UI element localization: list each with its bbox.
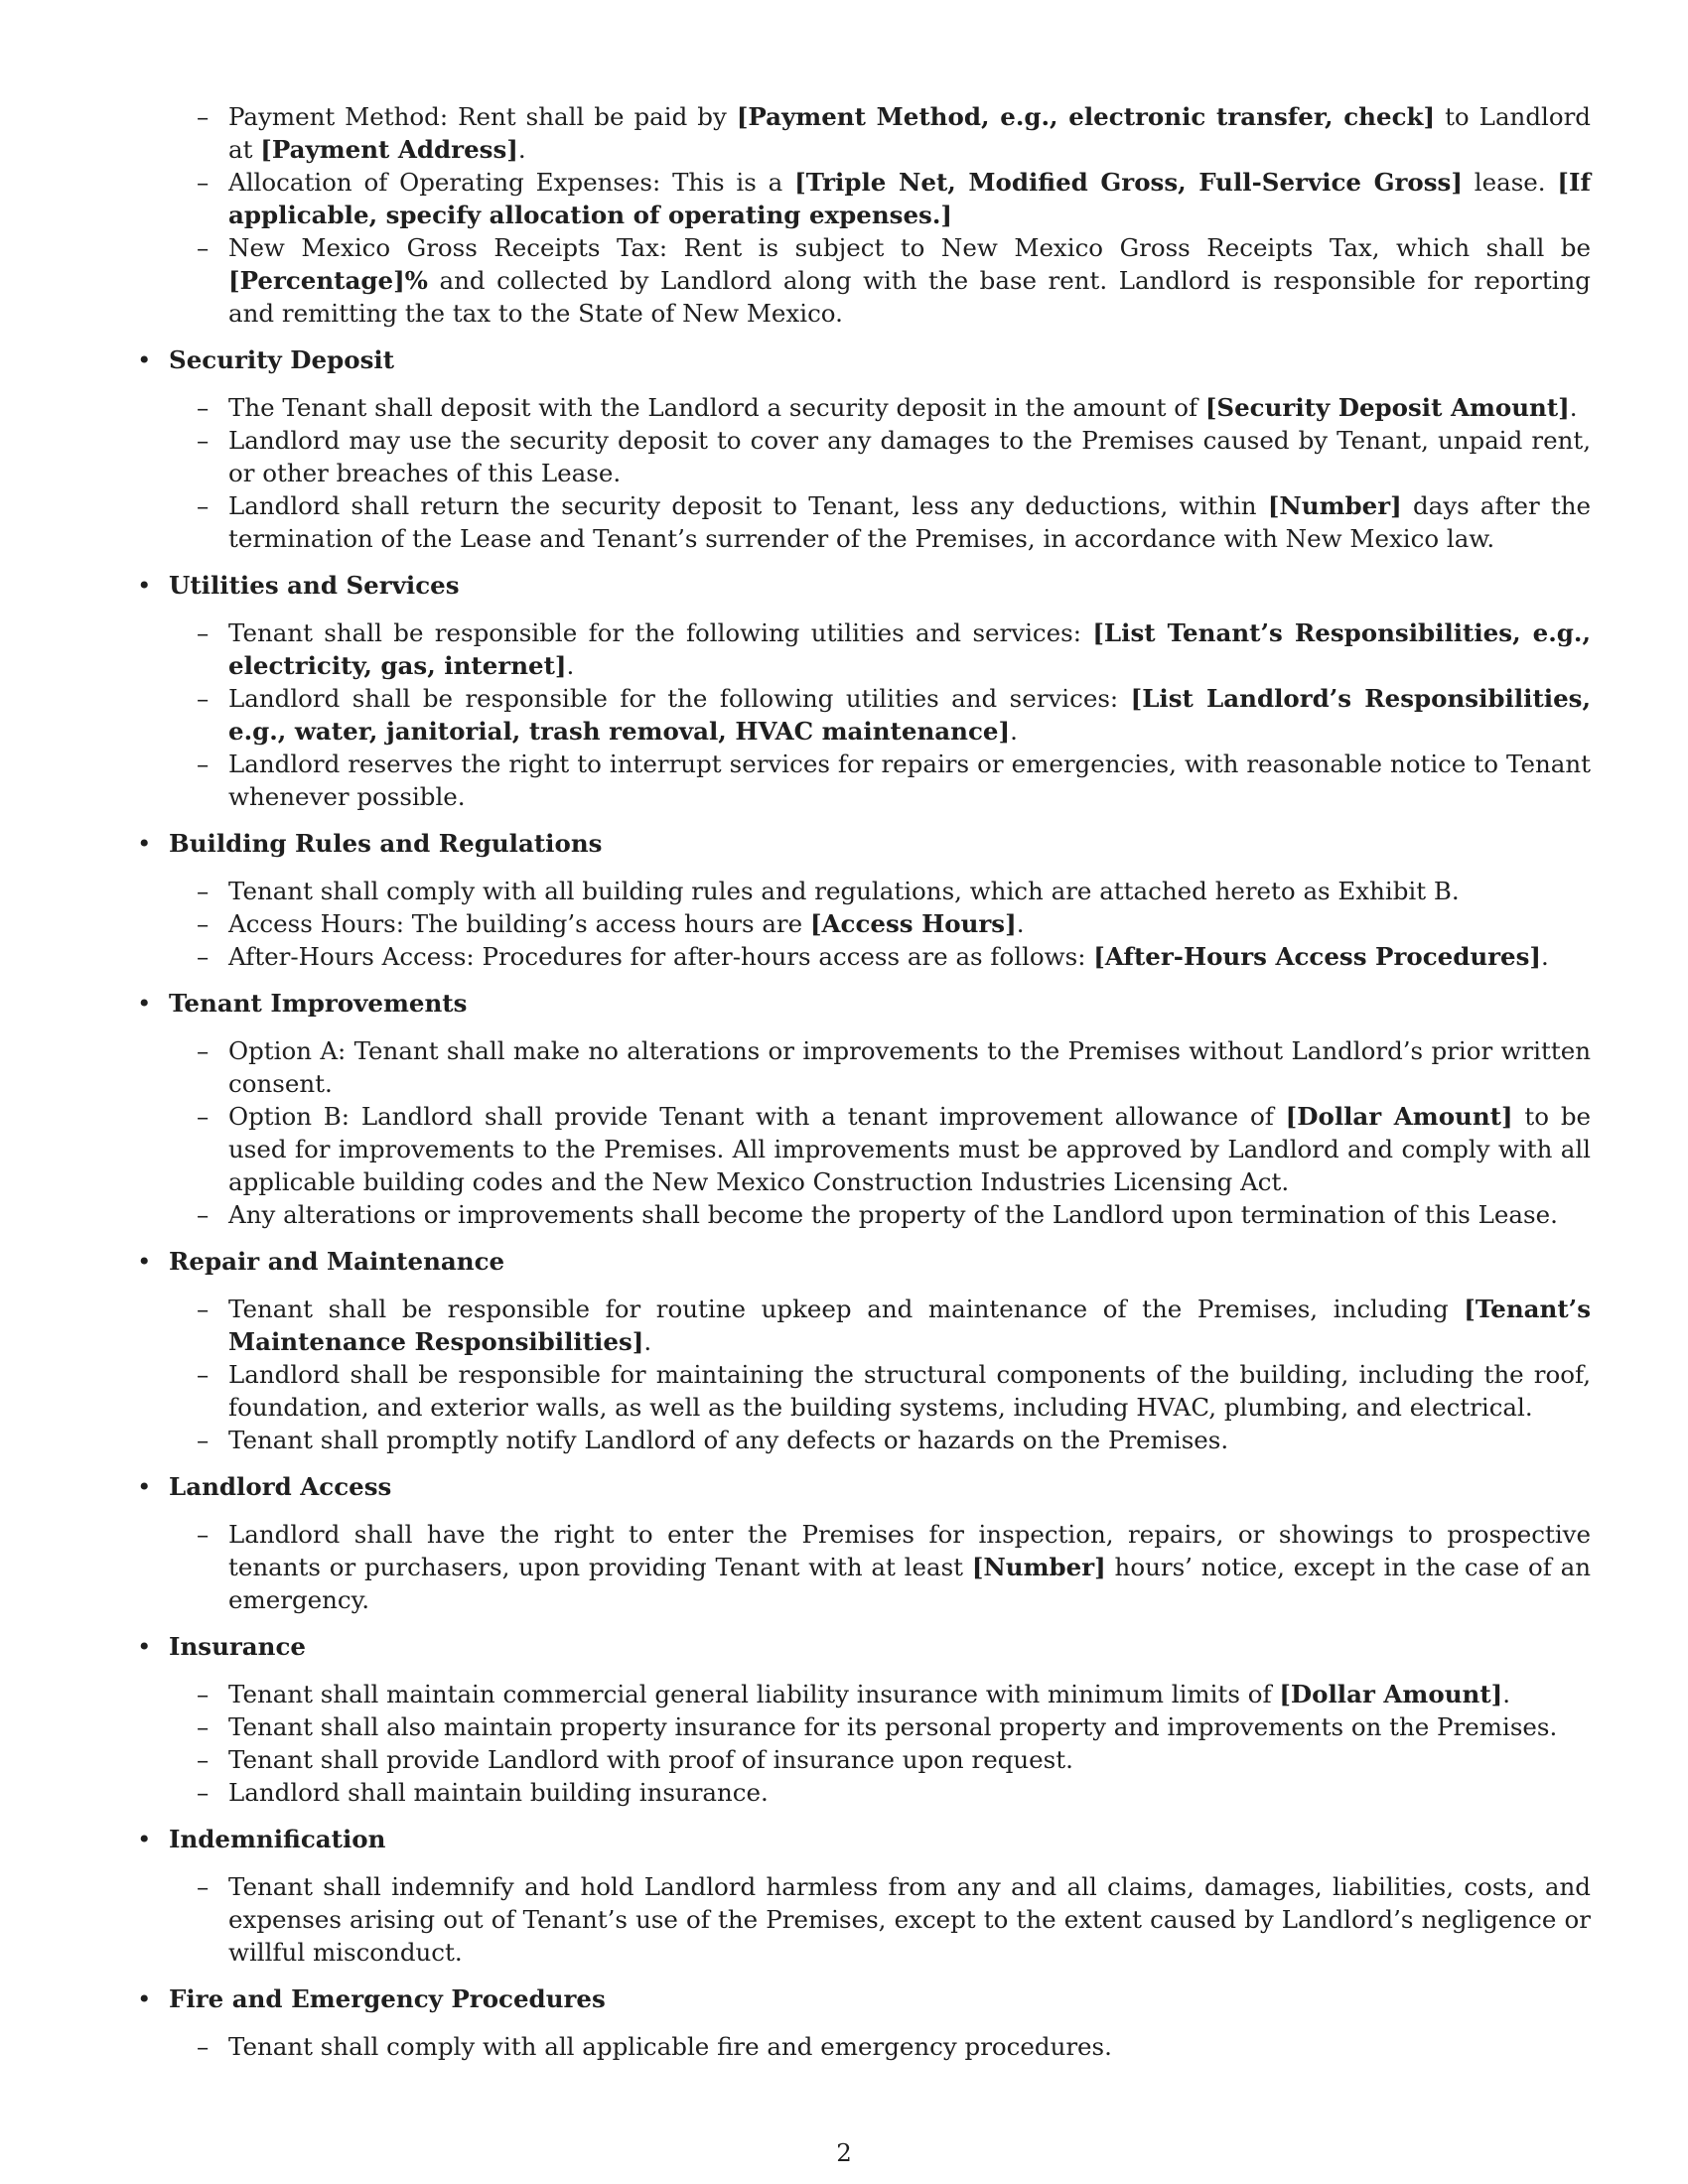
placeholder-field: [Dollar Amount] <box>1285 1102 1513 1131</box>
section-heading <box>135 569 1591 602</box>
section-heading <box>135 1630 1591 1663</box>
bullet-marker: • <box>137 1472 152 1501</box>
list-item: – Landlord may use the security deposit to cover any damages to the Premises caused by Tenant, unpaid rent, or other breaches of this Lease. <box>197 426 1591 487</box>
section-list <box>135 1678 1591 1809</box>
section-heading-label: Utilities and Services <box>169 571 460 600</box>
dash-marker: – <box>197 491 210 520</box>
section-list <box>135 875 1591 973</box>
section-list <box>135 1293 1591 1456</box>
placeholder-field: [List Tenant’s Responsibilities, e.g., electricity, gas, internet] <box>228 618 1591 680</box>
dash-marker: – <box>197 1520 210 1549</box>
dash-marker: – <box>197 877 210 905</box>
list-item: – Tenant shall comply with all building rules and regulations, which are attached hereto as Exhibit B. <box>197 877 1460 905</box>
section-landlord-access <box>135 1470 1591 1616</box>
section-indemnification <box>135 1823 1591 1969</box>
list-item: – Allocation of Operating Expenses: This is a [Triple Net, Modified Gross, Full-Service Gross] lease. [If applicable, specify allocation of operating expenses.] <box>197 168 1591 229</box>
section-heading <box>135 343 1591 376</box>
section-list <box>135 616 1591 813</box>
list-item: – Landlord shall be responsible for maintaining the structural components of the building, including the roof, foundation, and exterior walls, as well as the building systems, including HVAC, plumbing, and electrical. <box>197 1360 1591 1422</box>
dash-marker: – <box>197 1745 210 1774</box>
placeholder-field: [Payment Address] <box>260 135 518 164</box>
placeholder-field: [Number] <box>971 1553 1106 1581</box>
list-item: – Tenant shall be responsible for the following utilities and services: [List Tenant’s Responsibilities, e.g., electricity, gas, internet]. <box>197 618 1591 680</box>
section-repair-and-maintenance <box>135 1245 1591 1456</box>
bullet-marker: • <box>137 829 152 858</box>
section-heading-label: Building Rules and Regulations <box>169 829 603 858</box>
bullet-marker: • <box>137 1984 152 2013</box>
bullet-marker: • <box>137 571 152 600</box>
section-heading <box>135 1823 1591 1855</box>
list-item: – Tenant shall indemnify and hold Landlord harmless from any and all claims, damages, liabilities, costs, and expenses arising out of Tenant’s use of the Premises, except to the extent caused by Landlord’s negligence or willful misconduct. <box>197 1872 1591 1967</box>
dash-marker: – <box>197 1036 210 1065</box>
dash-marker: – <box>197 1426 210 1454</box>
dash-marker: – <box>197 1778 210 1807</box>
list-item: – The Tenant shall deposit with the Landlord a security deposit in the amount of [Security Deposit Amount]. <box>197 393 1578 422</box>
section-heading <box>135 1470 1591 1503</box>
dash-marker: – <box>197 750 210 778</box>
placeholder-field: [Dollar Amount] <box>1279 1680 1503 1708</box>
bullet-marker: • <box>137 989 152 1018</box>
document-body <box>135 100 1591 2077</box>
section-heading <box>135 1982 1591 2015</box>
list-item: – Payment Method: Rent shall be paid by [Payment Method, e.g., electronic transfer, check] to Landlord at [Payment Address]. <box>197 102 1591 164</box>
list-item: – Access Hours: The building’s access hours are [Access Hours]. <box>197 909 1025 938</box>
section-tenant-improvements <box>135 987 1591 1231</box>
section-building-rules-and-regulations <box>135 827 1591 973</box>
list-item: – Tenant shall maintain commercial general liability insurance with minimum limits of [Dollar Amount]. <box>197 1680 1511 1708</box>
list-item: – Tenant shall be responsible for routine upkeep and maintenance of the Premises, including [Tenant’s Maintenance Responsibilities]. <box>197 1295 1591 1356</box>
section-list <box>135 1870 1591 1969</box>
section-security-deposit <box>135 343 1591 555</box>
dash-marker: – <box>197 684 210 713</box>
placeholder-field: [Payment Method, e.g., electronic transfer, check] <box>736 102 1436 131</box>
section-heading-label: Security Deposit <box>169 345 395 374</box>
dash-marker: – <box>197 393 210 422</box>
placeholder-field: [Tenant’s Maintenance Responsibilities] <box>228 1295 1591 1356</box>
section-list <box>135 1518 1591 1616</box>
section-heading <box>135 827 1591 860</box>
placeholder-field: [If applicable, specify allocation of operating expenses.] <box>228 168 1591 229</box>
section-heading-label: Landlord Access <box>169 1472 392 1501</box>
section-list <box>135 2030 1591 2063</box>
intro-list <box>135 100 1591 330</box>
dash-marker: – <box>197 233 210 262</box>
list-item: – Tenant shall promptly notify Landlord of any defects or hazards on the Premises. <box>197 1426 1229 1454</box>
section-heading-label: Indemnification <box>169 1825 386 1853</box>
section-heading <box>135 1245 1591 1278</box>
list-item: – Landlord reserves the right to interrupt services for repairs or emergencies, with reasonable notice to Tenant whenever possible. <box>197 750 1591 811</box>
dash-marker: – <box>197 1102 210 1131</box>
section-utilities-and-services <box>135 569 1591 813</box>
placeholder-field: [Triple Net, Modified Gross, Full-Service Gross] <box>794 168 1463 197</box>
section-heading-label: Fire and Emergency Procedures <box>169 1984 606 2013</box>
dash-marker: – <box>197 1200 210 1229</box>
dash-marker: – <box>197 618 210 647</box>
dash-marker: – <box>197 1295 210 1323</box>
list-item: – Tenant shall also maintain property insurance for its personal property and improvements on the Premises. <box>197 1712 1558 1741</box>
list-item: – Tenant shall comply with all applicable fire and emergency procedures. <box>197 2032 1112 2061</box>
list-item: – Option B: Landlord shall provide Tenant with a tenant improvement allowance of [Dollar Amount] to be used for improvements to the Premises. All improvements must be approved by Landlord and comply with all applicable building codes and the New Mexico Construction Industries Licensing Act. <box>197 1102 1591 1196</box>
list-item: – Option A: Tenant shall make no alterations or improvements to the Premises without Landlord’s prior written consent. <box>197 1036 1591 1098</box>
dash-marker: – <box>197 102 210 131</box>
page-number: 2 <box>836 2138 852 2167</box>
placeholder-field: [Security Deposit Amount] <box>1204 393 1570 422</box>
section-heading-label: Tenant Improvements <box>169 989 468 1018</box>
dash-marker: – <box>197 1360 210 1389</box>
dash-marker: – <box>197 168 210 197</box>
placeholder-field: [Access Hours] <box>809 909 1017 938</box>
list-item: – Landlord shall return the security deposit to Tenant, less any deductions, within [Number] days after the termination of the Lease and Tenant’s surrender of the Premises, in accordance with New Mexico law. <box>197 491 1591 553</box>
list-item: – New Mexico Gross Receipts Tax: Rent is subject to New Mexico Gross Receipts Tax, which shall be [Percentage]% and collected by Landlord along with the base rent. Landlord is responsible for reporting and remitting the tax to the State of New Mexico. <box>197 233 1591 328</box>
list-item: – Landlord shall be responsible for the following utilities and services: [List Landlord’s Responsibilities, e.g., water, janitorial, trash removal, HVAC maintenance]. <box>197 684 1591 746</box>
section-insurance <box>135 1630 1591 1809</box>
section-heading-label: Repair and Maintenance <box>169 1247 505 1276</box>
placeholder-field: [Percentage]% <box>228 266 428 295</box>
dash-marker: – <box>197 1680 210 1708</box>
placeholder-field: [List Landlord’s Responsibilities, e.g., water, janitorial, trash removal, HVAC maintenance] <box>228 684 1591 746</box>
section-fire-and-emergency-procedures <box>135 1982 1591 2063</box>
dash-marker: – <box>197 942 210 971</box>
rent-continuation <box>135 100 1591 330</box>
dash-marker: – <box>197 909 210 938</box>
bullet-marker: • <box>137 1632 152 1661</box>
bullet-marker: • <box>137 345 152 374</box>
list-item: – After-Hours Access: Procedures for after-hours access are as follows: [After-Hours Access Procedures]. <box>197 942 1549 971</box>
list-item: – Landlord shall have the right to enter the Premises for inspection, repairs, or showings to prospective tenants or purchasers, upon providing Tenant with at least [Number] hours’ notice, except in the case of an emergency. <box>197 1520 1591 1614</box>
placeholder-field: [Number] <box>1267 491 1402 520</box>
dash-marker: – <box>197 2032 210 2061</box>
list-item: – Landlord shall maintain building insurance. <box>197 1778 769 1807</box>
placeholder-field: [After-Hours Access Procedures] <box>1093 942 1542 971</box>
sections-container <box>135 343 1591 2063</box>
section-heading <box>135 987 1591 1020</box>
bullet-marker: • <box>137 1825 152 1853</box>
section-list <box>135 391 1591 555</box>
dash-marker: – <box>197 426 210 455</box>
list-item: – Tenant shall provide Landlord with proof of insurance upon request. <box>197 1745 1073 1774</box>
bullet-marker: • <box>137 1247 152 1276</box>
dash-marker: – <box>197 1712 210 1741</box>
list-item: – Any alterations or improvements shall become the property of the Landlord upon termination of this Lease. <box>197 1200 1558 1229</box>
section-list <box>135 1034 1591 1231</box>
section-heading-label: Insurance <box>169 1632 306 1661</box>
dash-marker: – <box>197 1872 210 1901</box>
